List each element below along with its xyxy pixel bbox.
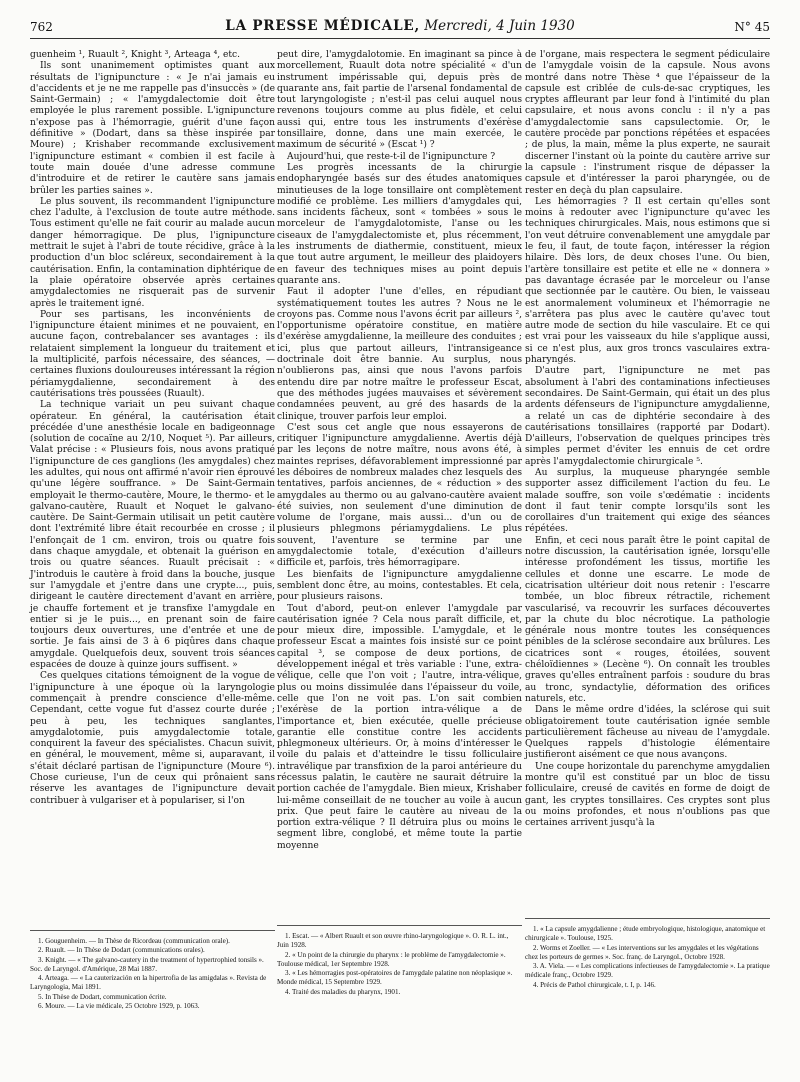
paragraph: peut dire, l'amygdalotomie. En imaginant sa pince à morcellement, Ruault dota notre spécialité « d'un instrument impérissable qui, depuis près de quarante ans, fait partie de l'arsenal fondamental de tout laryngologiste ; n'est-il pas celui auquel nous revenons toujours comme au plus fidèle, et celui aussi qui, entre tous les instruments d'exérèse tonsillaire, donne, dans une main exercée, le maximum de sécurité » (Escat ¹) ? (277, 50, 522, 151)
paragraph: Les progrès incessants de la chirurgie endopharyngée basés sur des études anatomiques minutieuses de la loge tonsillaire ont complètement modifié ce problème. Les milliers d'amygdales qui, sans incidents fâcheux, sont « tombées » sous le morceleur de l'amygdalotomiste, l'anse ou les ciseaux de l'amygdalectomiste et, plus récemment, les instruments de diathermie, constituent, mieux que tout autre argument, le meilleur des plaidoyers en faveur des techniques mises au point depuis quarante ans. (277, 162, 522, 286)
footnote: 2. Worms et Zoeller. — « Les interventions sur les amygdales et les végétations chez les porteurs de germes ». Soc. franç. de Laryngol., Octobre 1928. (525, 943, 759, 961)
footnote: 4. Précis de Pathol chirurgicale, t. I, p. 146. (533, 980, 656, 989)
paragraph: Tout d'abord, peut-on enlever l'amygdale par cautérisation ignée ? Cela nous paraît difficile, et, pour mieux dire, impossible. L'amygdale, et le professeur Escat a maintes fois insisté sur ce point capital ³, se compose de deux portions, de développement inégal et très variable : l'une, extra-vélique, celle que l'on voit ; l'autre, intra-vélique, plus ou moins dissimulée dans l'épaisseur du voile, celle que l'on ne voit pas. L'on sait combien l'exérèse de la portion intra-vélique a de l'importance et, bien exécutée, quelle précieuse garantie elle constitue contre les accidents phlegmoneux ultérieurs. Or, à moins d'intéresser le voile du palais et d'atteindre le tissu folliculaire intravélique par transfixion de la paroi antérieure du récessus palatin, le cautère ne saurait détruire la portion cachée de l'amygdale. Bien mieux, Krishaber lui-même conseillait de ne toucher au voile à aucun prix. Que peut faire le cautère au niveau de la portion extra-vélique ? Il détruira plus ou moins le segment libre, conglobé, et même toute la partie moyenne (277, 603, 522, 851)
paragraph: La technique variait un peu suivant chaque opérateur. En général, la cautérisation était précédée d'une anesthésie locale en badigeonnage (solution de cocaïne au 2/10, Noquet ⁵). Par ailleurs, Valat précise : « Plusieurs fois, nous avons pratiqué l'ignipuncture de ces ganglions (les amygdales) chez les adultes, qui nous ont affirmé n'avoir rien éprouvé qu'une légère souffrance. » De Saint-Germain employait le thermo-cautère, Moure, le thermo- et le galvano-cautère, Ruault et Noquet le galvano-cautère. De Saint-Germain utilisait un petit cautère dont l'extrémité libre était recourbée en crosse ; il l'enfonçait de 1 cm. environ, trois ou quatre fois dans chaque amygdale, et obtenait la guérison en trois ou quatre séances. Ruault précisait : « J'introduis le cautère à froid dans la bouche, jusque sur l'amygdale et j'entre dans une crypte..., puis, dirigeant le cautère directement d'avant en arrière, je chauffe fortement et je transfixe l'amygdale en entier si je le puis..., en prenant soin de faire toujours deux ouvertures, une d'entrée et une de sortie. Je fais ainsi de 3 à 6 piqûres dans chaque amygdale. Quelquefois deux, souvent trois séances espacées de douze à quinze jours suffisent. » (30, 400, 275, 671)
footnotes-column-1 (30, 930, 275, 1011)
footnotes-column-3 (525, 918, 770, 990)
column-2 (277, 50, 522, 852)
footnote: 2. Ruault. — In Thèse de Dodart (communications orales). (38, 946, 205, 955)
paragraph: de l'organe, mais respectera le segment pédiculaire de l'amygdale voisin de la capsule. Nous avons montré dans notre Thèse ⁴ que l'épaisseur de la capsule est criblée de culs-de-sac cryptiques, les cryptes affleurant par leur fond à l'intimité du plan capsulaire, et nous avons conclu : il n'y a pas d'amygdalectomie sans capsulectomie. Or, le cautère procède par ponctions répétées et espacées ; de plus, la main, même la plus experte, ne saurait discerner l'instant où la pointe du cautère arrive sur la capsule : l'instrument risque de dépasser la capsule et d'intéresser la paroi pharyngée, ou de rester en deçà du plan capsulaire. (525, 50, 770, 196)
journal-title (30, 18, 770, 34)
footnote: 4. Arteaga. — « La cauterización en la hipertrofia de las amigdalas ». Revista de Laryngologia, Mai 1891. (30, 974, 267, 992)
paragraph: Au surplus, la muqueuse pharyngée semble supporter assez difficilement l'action du feu. Le malade souffre, son voile s'œdématie : incidents dont il faut tenir compte lorsqu'ils sont les corollaires d'un traitement qui exige des séances répétées. (525, 467, 770, 535)
paragraph: Pour ses partisans, les inconvénients de l'ignipuncture étaient minimes et ne pouvaient, en aucune façon, contrebalancer ses avantages : ils relataient simplement la longueur du traitement et la multiplicité, parfois nécessaire, des séances, — certaines fluxions douloureuses intéressant la région périamygdalienne, secondairement à des cautérisations très poussées (Ruault). (30, 309, 275, 399)
paragraph: Ils sont unanimement optimistes quant aux résultats de l'ignipuncture : « Je n'ai jamais eu d'accidents et je ne me rappelle pas d'insuccès » (de Saint-Germain) ; « l'amygdalectomie doit être employée le plus rarement possible. L'ignipuncture n'expose pas à l'hémorragie, guérit d'une façon définitive » (Dodart, dans sa thèse inspirée par Moure) ; Krishaber recommande exclusivement l'ignipuncture estimant « combien il est facile à toute main douée d'une adresse commune d'introduire et de retirer le cautère sans jamais brûler les parties saines ». (30, 61, 275, 196)
footnote: 4. Traité des maladies du pharynx, 1901. (285, 987, 401, 996)
paragraph: Ces quelques citations témoignent de la vogue de l'ignipuncture à une époque où la laryngologie commençait à prendre conscience d'elle-même. Cependant, cette vogue fut d'assez courte durée ; peu à peu, les techniques sanglantes, amygdalotomie, puis amygdalectomie totale, conquirent la faveur des spécialistes. Chacun suivit, en général, le mouvement, même si, auparavant, il s'était déclaré partisan de l'ignipuncture (Moure ⁶). Chose curieuse, l'un de ceux qui prônaient sans réserve les avantages de l'ignipuncture devait contribuer à vulgariser et à populariser, si l'on (30, 671, 275, 806)
footnote: 1. Gouguenheim. — In Thèse de Ricordeau (communication orale). (38, 937, 230, 945)
footnotes-column-2 (277, 925, 522, 997)
footnote: 1. « La capsule amygdalienne ; étude embryologique, histologique, anatomique et chirurgicale ». Toulouse, 1925. (525, 925, 766, 943)
paragraph: Dans le même ordre d'idées, la sclérose qui suit obligatoirement toute cautérisation ignée semble particulièrement fâcheuse au niveau de l'amygdale. Quelques rappels d'histologie élémentaire justifieront aisément ce que nous avançons. (525, 705, 770, 761)
footnote: 1. Escat. — « Albert Ruault et son œuvre rhino-laryngologique ». O. R. L. int., Juin 1928. (277, 932, 509, 950)
footnote: 3. A. Viela. — « Les complications infectieuses de l'amygdalectomie ». La pratique médicale franç., Octobre 1929. (525, 962, 770, 980)
column-3 (525, 50, 770, 829)
footnote: 3. Knight. — « The galvano-cautery in the treatment of hypertrophied tonsils ». Soc. de Laryngol. d'Amérique, 28 Mai 1887. (30, 955, 264, 973)
paragraph: Le plus souvent, ils recommandent l'ignipuncture chez l'adulte, à l'exclusion de toute autre méthode. Tous estiment qu'elle ne fait courir au malade aucun danger hémorragique. De plus, l'ignipuncture mettrait le sujet à l'abri de toute récidive, grâce à la production d'un bloc scléreux, secondairement à la cautérisation. Enfin, la contamination diphtérique de la plaie opératoire observée après certaines amygdalectomies ne risquerait pas de survenir après le traitement igné. (30, 196, 275, 309)
issue-date: Mercredi, 4 Juin 1930 (419, 18, 575, 34)
paragraph: Aujourd'hui, que reste-t-il de l'ignipuncture ? (287, 151, 496, 162)
footnote: 6. Moure. — La vie médicale, 25 Octobre 1929, p. 1063. (38, 1002, 200, 1011)
footnote: 5. In Thèse de Dodart, communication écrite. (38, 992, 167, 1001)
paragraph: Une coupe horizontale du parenchyme amygdalien montre qu'il est constitué par un bloc de tissu folliculaire, creusé de cavités en forme de doigt de gant, les cryptes tonsillaires. Ces cryptes sont plus ou moins profondes, et nous n'oublions pas que certaines arrivent jusqu'à la (525, 761, 770, 829)
paragraph: guenheim ¹, Ruault ², Knight ³, Arteaga ⁴, etc. (30, 50, 241, 60)
paragraph: D'autre part, l'ignipuncture ne met pas absolument à l'abri des contaminations infectieuses secondaires. De Saint-Germain, qui était un des plus ardents défenseurs de l'ignipuncture amygdalienne, a relaté un cas de diphtérie secondaire à des cautérisations tonsillaires (rapporté par Dodart). D'ailleurs, l'observation de quelques principes très simples permet d'éviter les ennuis de cet ordre après l'amygdalectomie chirurgicale ⁵. (525, 366, 770, 467)
footnote: 2. « Un point de la chirurgie du pharynx : le problème de l'amygdalectomie ». Toulouse médical, 1er Septembre 1928. (277, 950, 506, 968)
page-number: 762 (30, 20, 53, 34)
paragraph: Enfin, et ceci nous paraît être le point capital de notre discussion, la cautérisation ignée, lorsqu'elle intéresse profondément les tissus, mortifie les cellules et donne une escarre. Le mode de cicatrisation ultérieur doit nous retenir : l'escarre tombée, un bloc fibreux rétractile, richement vascularisé, va recouvrir les surfaces découvertes par la chute du bloc nécrotique. La pathologie générale nous montre toutes les conséquences pénibles de la sclérose secondaire aux brûlures. Les cicatrices sont « rouges, étoilées, souvent chéloïdiennes » (Lecène ⁶). On connaît les troubles graves qu'elles entraînent parfois : soudure du bras au tronc, syndactylie, déformation des orifices naturels, etc. (525, 535, 770, 704)
page-header (30, 16, 770, 39)
paragraph: Les bienfaits de l'ignipuncture amygdalienne semblent donc être, au moins, contestables. Et cela, pour plusieurs raisons. (277, 569, 522, 603)
journal-name: LA PRESSE MÉDICALE, (225, 18, 420, 34)
footnote: 3. « Les hémorragies post-opératoires de l'amygdale palatine non néoplasique ». Monde médical, 15 Septembre 1929. (277, 969, 513, 987)
column-1 (30, 50, 275, 807)
issue-number: N° 45 (734, 20, 770, 34)
paragraph: C'est sous cet angle que nous essayerons de critiquer l'ignipuncture amygdalienne. Avertis déjà par les leçons de notre maître, nous avons été, à maintes reprises, défavorablement impressionné par les déboires de nombreux malades chez lesquels des tentatives, parfois anciennes, de « réduction » des amygdales au thermo ou au galvano-cautère avaient été suivies, non seulement d'une diminution de volume de l'organe, mais aussi... d'un ou de plusieurs phlegmons périamygdaliens. Le plus souvent, l'aventure se termine par une amygdalectomie totale, d'exécution d'ailleurs difficile et, parfois, très hémorragipare. (277, 422, 522, 569)
paragraph: Les hémorragies ? Il est certain qu'elles sont moins à redouter avec l'ignipuncture qu'avec les techniques chirurgicales. Mais, nous estimons que si l'on veut détruire convenablement une amygdale par le feu, il faut, de toute façon, intéresser la région hilaire. Dès lors, de deux choses l'une. Ou bien, l'artère tonsillaire est petite et elle ne « donnera » pas davantage écrasée par le morceleur ou l'anse que sectionnée par le cautère. Ou bien, le vaisseau est anormalement volumineux et l'hémorragie ne s'arrêtera pas plus avec le cautère qu'avec tout autre mode de section du hile vasculaire. Et ce qui est vrai pour les vaisseaux du hile s'applique aussi, si ce n'est plus, aux gros troncs vasculaires extra-pharyngés. (525, 196, 770, 366)
paragraph: Faut il adopter l'une d'elles, en répudiant systématiquement toutes les autres ? Nous ne le croyons pas. Comme nous l'avons écrit par ailleurs ², l'opportunisme opératoire constitue, en matière d'exérèse amygdalienne, la meilleure des conduites ; ici, plus que partout ailleurs, l'intransigeance doctrinale doit être bannie. Au surplus, nous n'oublierons pas, ainsi que nous l'avons parfois entendu dire par notre maître le professeur Escat, que des méthodes jugées mauvaises et sévèrement condamnées peuvent, au gré des hasards de la clinique, trouver parfois leur emploi. (277, 287, 522, 422)
